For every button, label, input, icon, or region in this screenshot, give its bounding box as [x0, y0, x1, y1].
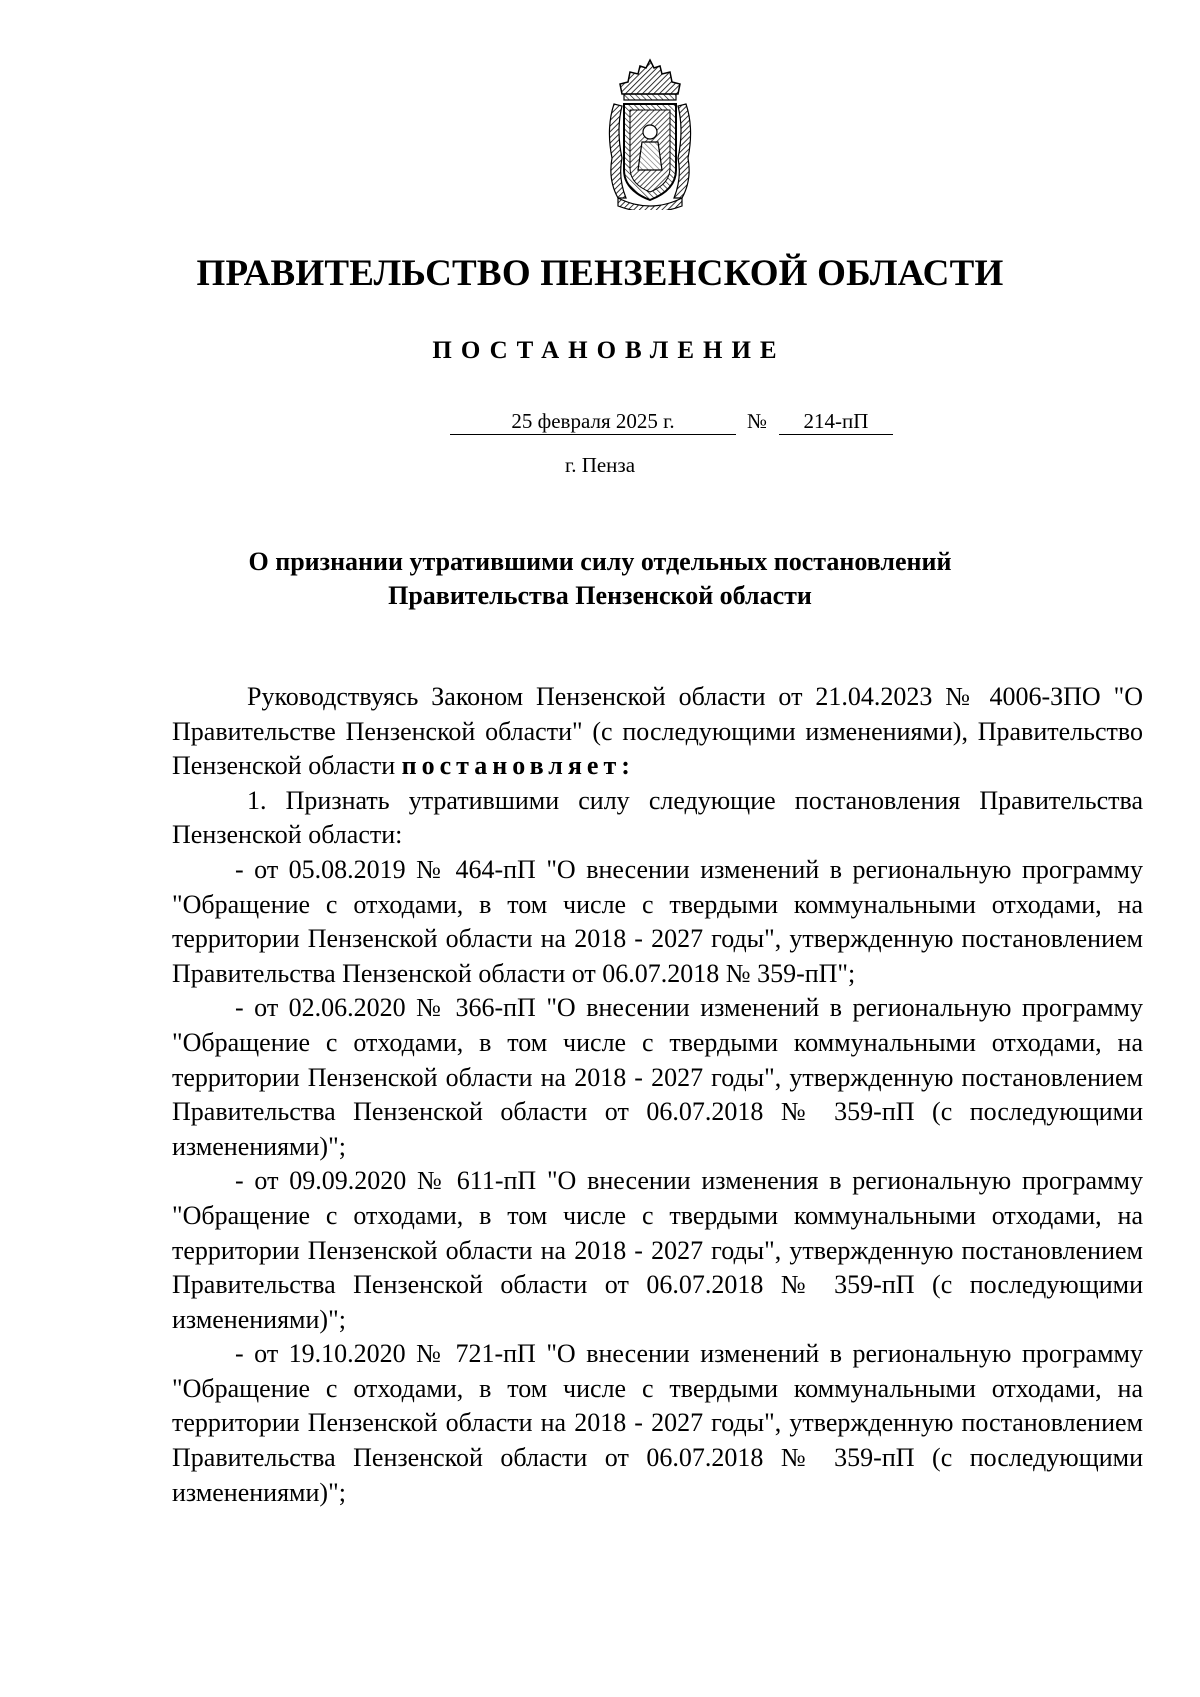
document-date: 25 февраля 2025 г.: [450, 408, 736, 435]
document-city: г. Пенза: [564, 453, 636, 477]
coat-of-arms-emblem: [604, 58, 696, 210]
subject-line-1: О признании утратившими силу отдельных постановлений: [248, 547, 952, 576]
list-item: - от 05.08.2019 № 464-пП "О внесении изменений в региональную программу "Обращение с отходами, в том числе с твердыми коммунальными отходами, на территории Пензенской области на 2018 - 2027 годы", утвержденную постановлением Правительства Пензенской области от 06.07.2018 № 359-пП";: [172, 854, 1143, 988]
number-sign: №: [746, 409, 768, 433]
government-title: ПРАВИТЕЛЬСТВО ПЕНЗЕНСКОЙ ОБЛАСТИ: [196, 253, 1004, 294]
resolves-keyword: постановляет:: [401, 751, 635, 781]
list-item: - от 02.06.2020 № 366-пП "О внесении изменений в региональную программу "Обращение с отходами, в том числе с твердыми коммунальными отходами, на территории Пензенской области на 2018 - 2027 годы", утвержденную постановлением Правительства Пензенской области от 06.07.2018 № 359-пП (с последующими изменениями)";: [172, 993, 1143, 1161]
document-type-heading: ПОСТАНОВЛЕНИЕ: [432, 337, 786, 364]
list-item: - от 09.09.2020 № 611-пП "О внесении изменения в региональную программу "Обращение с отходами, в том числе с твердыми коммунальными отходами, на территории Пензенской области на 2018 - 2027 годы", утвержденную постановлением Правительства Пензенской области от 06.07.2018 № 359-пП (с последующими изменениями)";: [172, 1166, 1143, 1334]
document-body: [172, 680, 1143, 1510]
preamble-text: Руководствуясь Законом Пензенской области от 21.04.2023 № 4006-ЗПО "О Правительстве Пензенской области" (с последующими изменениями), Правительство Пензенской области: [172, 682, 1143, 781]
document-subject: [0, 545, 1200, 613]
subject-line-2: Правительства Пензенской области: [388, 581, 812, 610]
document-number: 214-пП: [779, 408, 893, 435]
preamble-paragraph: [172, 680, 1143, 784]
list-item: - от 19.10.2020 № 721-пП "О внесении изменений в региональную программу "Обращение с отходами, в том числе с твердыми коммунальными отходами, на территории Пензенской области на 2018 - 2027 годы", утвержденную постановлением Правительства Пензенской области от 06.07.2018 № 359-пП (с последующими изменениями)";: [172, 1339, 1143, 1507]
point-1-paragraph: 1. Признать утратившими силу следующие постановления Правительства Пензенской области:: [172, 785, 1143, 850]
